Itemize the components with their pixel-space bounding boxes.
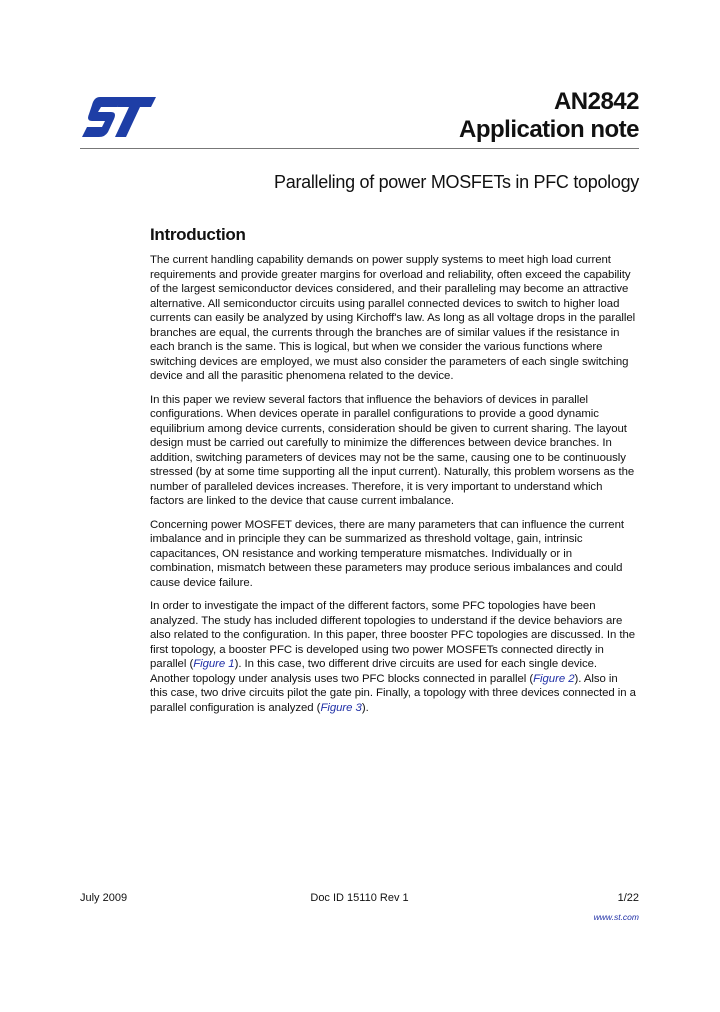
figure-1-link[interactable]: Figure 1 xyxy=(193,658,235,670)
paragraph-1: The current handling capability demands on power supply systems to meet high load current requirements and provide greater margins for overload and reliability, often exceed the capability of the largest semiconductor devices considered, and their paralleling may become an attractive alternative. All semiconductor circuits using parallel connected devices to switch to higher load currents can easily be analyzed by using Kirchoff's law. As long as all voltage drops in the parallel branches are equal, the currents through the branches are of similar values if the resistance in each branch is the same. This is logical, but when we consider the various functions where switching devices are employed, we must also consider the parameters of each single switching device and all the parasitic phenomena related to the device. xyxy=(150,254,636,382)
paragraph-4-text-2: ). In this case, two different drive circuits are used for each single device. Another topology under analysis uses two PFC blocks connected in parallel ( xyxy=(150,658,598,685)
section-heading: Introduction xyxy=(150,225,246,244)
paragraph-4-text-4: ). xyxy=(361,701,369,714)
body-text xyxy=(150,253,638,724)
document-id: AN2842 xyxy=(553,88,639,115)
footer-page-number: 1/22 xyxy=(617,892,639,904)
document-title: Paralleling of power MOSFETs in PFC topology xyxy=(274,172,639,192)
paragraph-3: Concerning power MOSFET devices, there are many parameters that can influence the current imbalance and in principle they can be summarized as threshold voltage, gain, intrinsic capacitances, ON resistance and working temperature mismatches. Individually or in combination, mismatch between these parameters may produce serious imbalances and could cause device failure. xyxy=(150,518,624,589)
paragraph-4-text-3: ). Also in this case, two drive circuits pilot the gate pin. Finally, a topology with three devices connected in a parallel configuration is analyzed ( xyxy=(150,672,636,714)
document-type: Application note xyxy=(459,116,639,143)
paragraph-2: In this paper we review several factors that influence the behaviors of devices in parallel configurations. When devices operate in parallel configurations to provide a good dynamic equilibrium among device currents, consideration should be given to current sharing. The layout design must be carried out carefully to minimize the differences between device branches. In addition, switching parameters of devices may not be the same, causing one to be continuously stressed (by at some time supporting all the input current). Naturally, this problem worsens as the number of paralleled devices increases. Therefore, it is very important to understand which factors are linked to the device that cause current imbalance. xyxy=(150,393,635,507)
website-link[interactable]: www.st.com xyxy=(593,912,639,922)
st-logo xyxy=(80,94,158,140)
logo-letter-s xyxy=(82,97,122,137)
header-divider xyxy=(80,148,639,149)
paragraph-4 xyxy=(150,599,638,715)
footer-doc-ref: Doc ID 15110 Rev 1 xyxy=(310,892,409,904)
paragraph-4-text-1: In order to investigate the impact of the different factors, some PFC topologies have been analyzed. The study has included different topologies to understand if the device behaviors are also related to the configuration. In this paper, three booster PFC topologies are discussed. In the first topology, a booster PFC is developed using two power MOSFETs connected directly in parallel ( xyxy=(150,600,636,670)
footer-date: July 2009 xyxy=(80,892,128,904)
figure-3-link[interactable]: Figure 3 xyxy=(320,701,362,714)
figure-2-link[interactable]: Figure 2 xyxy=(533,672,575,685)
logo-letter-t xyxy=(115,97,156,137)
